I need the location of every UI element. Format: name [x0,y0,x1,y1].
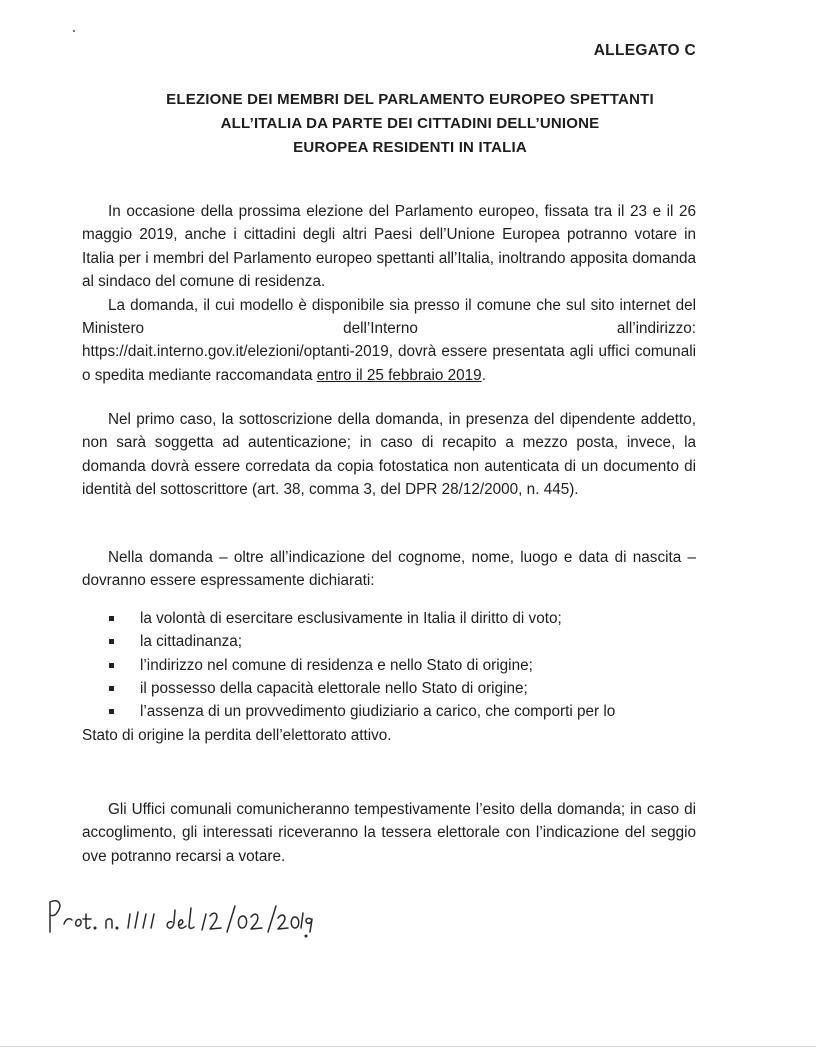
list-item-text: la volontà di esercitare esclusivamente in Italia il diritto di voto; [140,609,562,627]
bullet-icon [109,616,114,621]
list-item-text: l’indirizzo nel comune di residenza e nello Stato di origine; [140,656,533,674]
list-item-text: l’assenza di un provvedimento giudiziario a carico, che comporti per lo [140,703,616,721]
list-item [82,607,696,630]
handwritten-protocol-note [44,892,314,942]
list-item-text: il possesso della capacità elettorale nello Stato di origine; [140,680,528,698]
title-line-1: ELEZIONE DEI MEMBRI DEL PARLAMENTO EUROPEO SPETTANTI [166,91,654,108]
declaration-intro: Nella domanda – oltre all’indicazione del cognome, nome, luogo e data di nascita – dovranno essere espressamente dichiarati: [82,549,696,590]
scan-speck [73,30,75,32]
declaration-continuation: Stato di origine la perdita dell’elettorato attivo. [82,726,392,744]
list-item-text: la cittadinanza; [140,633,243,651]
list-item [82,700,696,723]
intro-section [82,200,696,387]
intro-paragraph-2b [82,340,696,387]
document-title [100,88,720,160]
deadline-text: entro il 25 febbraio 2019 [316,366,482,384]
intro-paragraph-2a: La domanda, il cui modello è disponibile sia presso il comune che sul sito internet del Ministero dell’Interno all’indirizzo: [82,296,696,338]
case-paragraph: Nel primo caso, la sottoscrizione della domanda, in presenza del dipendente addetto, non sarà soggetta ad autenticazione; in caso di recapito a mezzo posta, invece, la domanda dovrà essere corredata da copia fotostatica non autenticata di un documento di identità del sottoscrittore (art. 38, comma 3, del DPR 28/12/2000, n. 445). [82,411,696,499]
closing-paragraph: Gli Uffici comunali comunicheranno tempestivamente l’esito della domanda; in caso di accoglimento, gli interessati riceveranno la tessera elettorale con l’indicazione del seggio ove potranno recarsi a votare. [82,801,696,865]
title-line-3: EUROPEA RESIDENTI IN ITALIA [293,139,527,156]
list-item [82,677,696,700]
annex-label: ALLEGATO C [593,42,696,59]
intro-paragraph-1: In occasione della prossima elezione del Parlamento europeo, fissata tra il 23 e il 26 maggio 2019, anche i cittadini degli altri Paesi dell’Unione Europea potranno votare in Italia per i membri del Parlamento europeo spettanti all’Italia, inoltrando apposita domanda al sindaco del comune di residenza. [82,203,696,291]
declaration-section [82,546,696,747]
intro-paragraph-2b-end: . [481,366,486,384]
list-item [82,654,696,677]
bullet-icon [109,686,114,691]
bullet-icon [109,663,114,668]
title-line-2: ALL’ITALIA DA PARTE DEI CITTADINI DELL’UNIONE [220,115,600,132]
declaration-list [82,607,696,724]
intro-paragraph-2b-text: https://dait.interno.gov.it/elezioni/optanti-2019, dovrà essere presentata agli uffici comunali o spedita mediante raccomandata [82,343,696,384]
page-bottom-edge [0,1046,816,1047]
bullet-icon [109,709,114,714]
list-item [82,630,696,653]
case-section [82,408,696,502]
bullet-icon [109,639,114,644]
closing-section [82,798,696,868]
